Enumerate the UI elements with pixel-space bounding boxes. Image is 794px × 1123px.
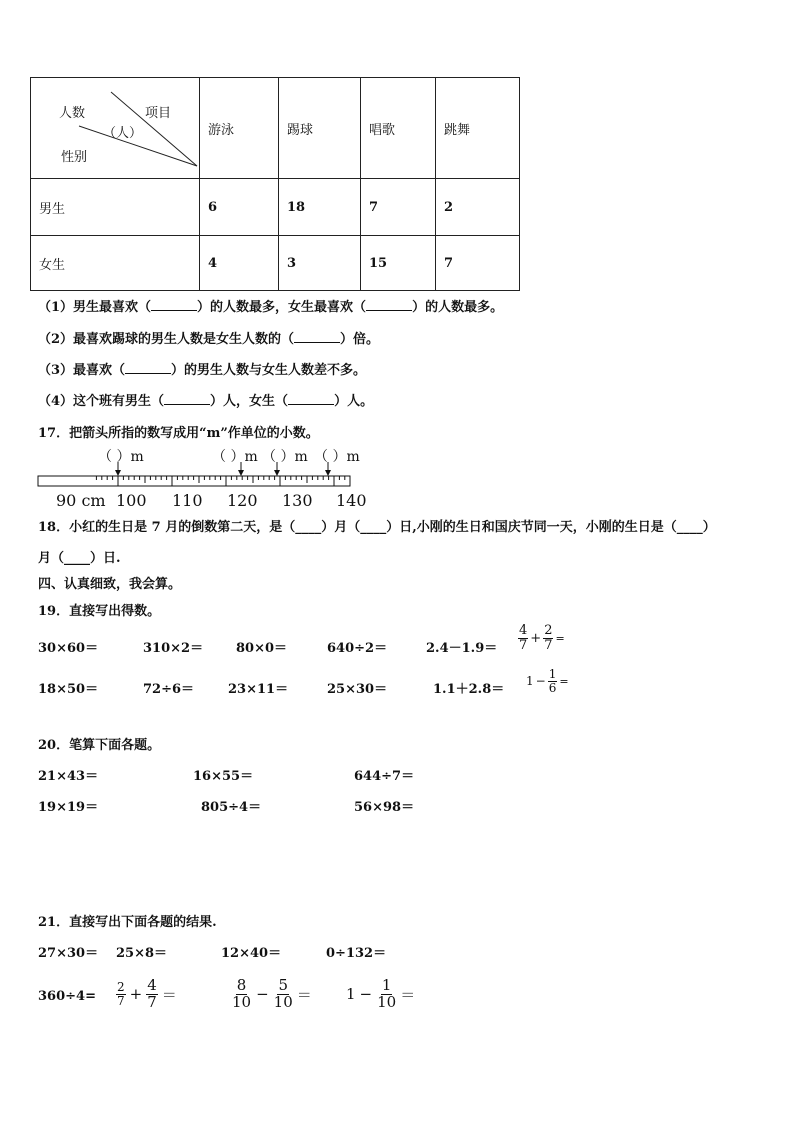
q21-item: 0÷132＝: [326, 946, 387, 961]
q20-title: 20．笔算下面各题。: [38, 738, 161, 753]
q19-item: 640÷2＝: [327, 641, 388, 656]
q20-item: 644÷7＝: [354, 769, 415, 784]
q19-fraction-sum: $\frac{4}{7}$ + $\frac{2}{7}$ =: [519, 623, 565, 653]
table-cell: 3: [279, 236, 361, 291]
ruler-arrow-head: [274, 470, 280, 476]
ruler-bracket-2[interactable]: （ ）m: [212, 449, 258, 465]
q19-item: 80×0＝: [236, 641, 288, 656]
q20-item: 805÷4＝: [201, 800, 262, 815]
table-cell: 18: [279, 179, 361, 236]
table-cell: 6: [200, 179, 279, 236]
q21-item: 12×40＝: [221, 946, 282, 961]
ruler-label-130: 130: [282, 491, 313, 510]
q19-item: 23×11＝: [228, 682, 289, 697]
q21-fraction-whole-diff: 1 − $\frac{1}{10}$ ＝: [346, 976, 416, 1011]
q21-item: 25×8＝: [116, 946, 168, 961]
ruler: [36, 462, 366, 490]
q16-sub3: （3）最喜欢（ ）的男生人数与女生人数差不多。: [38, 363, 367, 378]
q20-item: 21×43＝: [38, 769, 99, 784]
q18-line1: 18．小红的生日是 7 月的倒数第二天，是（____）月（____）日,小刚的生日和国庆节同一天，小刚的生日是（____）: [38, 520, 716, 535]
row-label-girls: 女生: [31, 236, 200, 291]
table-cell: 7: [436, 236, 520, 291]
q19-item: 25×30＝: [327, 682, 388, 697]
ruler-label-110: 110: [172, 491, 203, 510]
header-swimming: 游泳: [200, 78, 279, 179]
q21-item: 27×30＝: [38, 946, 99, 961]
q21-item: 360÷4=: [38, 989, 96, 1004]
q19-item: 2.4－1.9＝: [426, 641, 498, 656]
table-row: [31, 236, 520, 291]
q19-item: 72÷6＝: [143, 682, 195, 697]
header-football: 踢球: [279, 78, 361, 179]
answer-blank[interactable]: [294, 342, 340, 343]
table-header-row: [31, 78, 520, 179]
answer-blank[interactable]: [288, 404, 334, 405]
q19-item: 310×2＝: [143, 641, 204, 656]
corner-people-label: 人数: [59, 106, 86, 121]
corner-unit-label: （人）: [103, 126, 143, 141]
ruler-bracket-3[interactable]: （ ）m: [262, 449, 308, 465]
q20-item: 16×55＝: [193, 769, 254, 784]
table-cell: 15: [361, 236, 436, 291]
q16-sub1: （1）男生最喜欢（ ）的人数最多，女生最喜欢（ ）的人数最多。: [38, 300, 504, 315]
q21-fraction-sum: $\frac{2}{7}$ + $\frac{4}{7}$ ＝: [117, 976, 177, 1011]
q16-sub4: （4）这个班有男生（ ）人，女生（ ）人。: [38, 394, 374, 409]
ruler-arrow-head: [238, 470, 244, 476]
ruler-bracket-4[interactable]: （ ）m: [314, 449, 360, 465]
q21-fraction-diff: $\frac{8}{10}$ − $\frac{5}{10}$ ＝: [232, 976, 312, 1011]
corner-item-label: 项目: [145, 106, 172, 121]
ruler-bracket-1[interactable]: （ ）m: [98, 449, 144, 465]
q16-sub2: （2）最喜欢踢球的男生人数是女生人数的（ ）倍。: [38, 332, 380, 347]
q19-item: 1.1＋2.8＝: [433, 682, 505, 697]
header-singing: 唱歌: [361, 78, 436, 179]
q19-title: 19．直接写出得数。: [38, 604, 161, 619]
table-row: [31, 179, 520, 236]
ruler-arrow-head: [325, 470, 331, 476]
ruler-label-120: 120: [227, 491, 258, 510]
ruler-arrow-head: [115, 470, 121, 476]
corner-gender-label: 性别: [61, 150, 88, 165]
row-label-boys: 男生: [31, 179, 200, 236]
q19-item: 30×60＝: [38, 641, 99, 656]
q20-item: 56×98＝: [354, 800, 415, 815]
table-cell: 7: [361, 179, 436, 236]
ruler-label-140: 140: [336, 491, 367, 510]
section-heading: 四、认真细致，我会算。: [38, 577, 182, 592]
q18-line2: 月（____）日.: [38, 551, 121, 566]
ruler-label-100: 100: [116, 491, 147, 510]
table-cell: 2: [436, 179, 520, 236]
answer-blank[interactable]: [366, 310, 412, 311]
diagonal-header-cell: [31, 78, 200, 179]
answer-blank[interactable]: [125, 373, 171, 374]
q21-title: 21．直接写出下面各题的结果.: [38, 915, 217, 930]
header-dancing: 跳舞: [436, 78, 520, 179]
ruler-label-90cm: 90 cm: [56, 491, 106, 510]
survey-table: [30, 77, 520, 291]
q17-title: 17．把箭头所指的数写成用“m”作单位的小数。: [38, 426, 319, 441]
table-cell: 4: [200, 236, 279, 291]
q19-fraction-diff: 1 − $\frac{1}{6}$ =: [526, 667, 569, 695]
q19-item: 18×50＝: [38, 682, 99, 697]
answer-blank[interactable]: [164, 404, 210, 405]
answer-blank[interactable]: [151, 310, 197, 311]
q20-item: 19×19＝: [38, 800, 99, 815]
